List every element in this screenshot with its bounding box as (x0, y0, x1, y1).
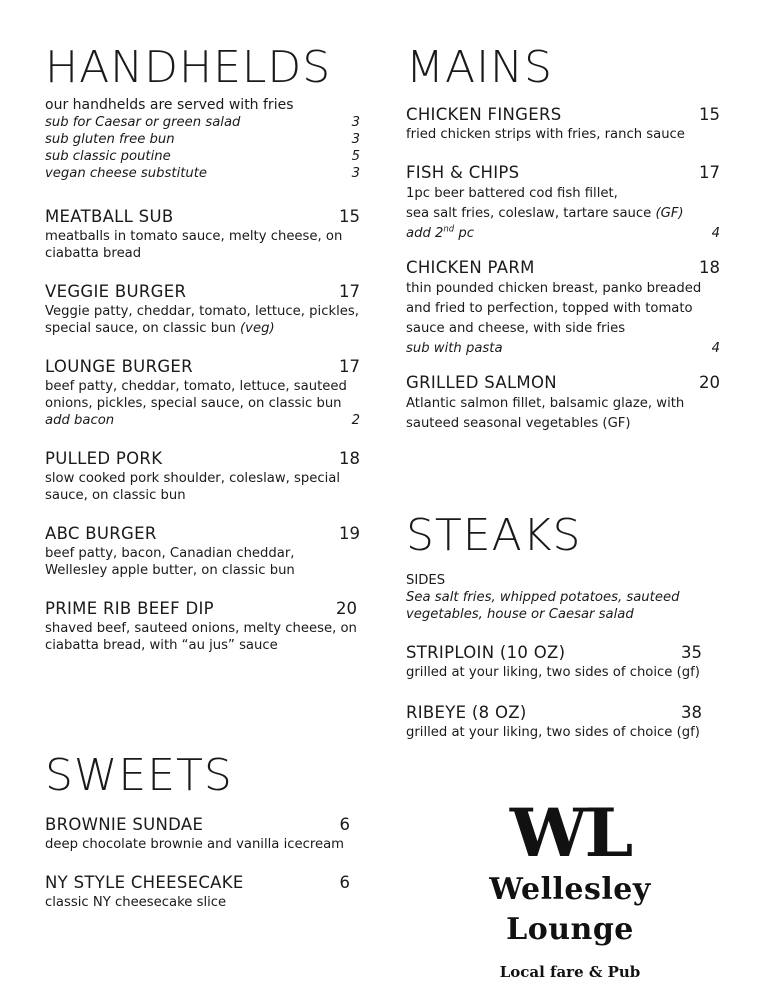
menu-item-abc-burger (45, 523, 360, 579)
addon-price: 4 (711, 341, 720, 356)
item-name: FISH & CHIPS (406, 163, 520, 182)
sub-option (45, 114, 360, 131)
sub-label: sub gluten free bun (45, 132, 175, 147)
item-description: Veggie patty, cheddar, tomato, lettuce, pickles, special sauce, on classic bun (veg) (45, 304, 359, 336)
menu-item-ribeye (406, 702, 720, 741)
item-price: 17 (339, 282, 360, 301)
logo-monogram: WL (509, 794, 631, 872)
item-name: PULLED PORK (45, 449, 163, 468)
item-price: 17 (699, 163, 720, 182)
item-price: 20 (699, 373, 720, 392)
item-price: 18 (339, 449, 360, 468)
addon-line (406, 224, 720, 244)
item-name: BROWNIE SUNDAE (45, 815, 204, 834)
sub-option (45, 131, 360, 148)
menu-item-chicken-parm (406, 257, 720, 359)
menu-item-ny-cheesecake (45, 872, 350, 911)
addon-price: 2 (351, 413, 360, 428)
item-price: 15 (339, 207, 360, 226)
sub-price: 3 (351, 132, 360, 147)
item-price: 6 (339, 815, 350, 834)
sub-option (45, 148, 360, 165)
menu-item-veggie-burger (45, 281, 360, 337)
menu-item-lounge-burger (45, 356, 360, 429)
item-description: thin pounded chicken breast, panko breaded and fried to perfection, topped with tomato sauce and cheese, with side fries (406, 281, 702, 336)
dietary-note: (GF) (655, 206, 684, 221)
item-description-line-2: sea salt fries, coleslaw, tartare sauce (GF) (406, 206, 684, 221)
item-name: MEATBALL SUB (45, 207, 174, 226)
addon-label: add bacon (45, 413, 115, 428)
item-price: 15 (699, 105, 720, 124)
addon-line (45, 412, 360, 429)
sides-label: SIDES (406, 573, 446, 588)
item-name: RIBEYE (8 OZ) (406, 703, 527, 722)
menu-item-striploin (406, 642, 720, 681)
sub-option (45, 165, 360, 182)
menu-item-pulled-pork (45, 448, 360, 504)
item-price: 6 (339, 873, 350, 892)
item-price: 19 (339, 524, 360, 543)
item-name: GRILLED SALMON (406, 373, 557, 392)
item-description: slow cooked pork shoulder, coleslaw, special sauce, on classic bun (45, 471, 341, 503)
item-description: beef patty, bacon, Canadian cheddar, Wellesley apple butter, on classic bun (45, 546, 295, 578)
steaks-section (406, 508, 720, 741)
item-price: 17 (339, 357, 360, 376)
menu-item-chicken-fingers (406, 104, 720, 143)
item-description: shaved beef, sauteed onions, melty cheese, on ciabatta bread, with “au jus” sauce (45, 621, 357, 653)
handhelds-section (45, 40, 360, 654)
menu-item-brownie-sundae (45, 814, 350, 853)
item-description: classic NY cheesecake slice (45, 895, 227, 910)
addon-label: sub with pasta (406, 341, 503, 356)
mains-heading: MAINS (406, 42, 553, 93)
menu-item-prime-rib-beef-dip (45, 598, 357, 654)
wellesley-lounge-logo (420, 794, 720, 982)
item-description: beef patty, cheddar, tomato, lettuce, sauteed onions, pickles, special sauce, on classic bun (45, 379, 347, 411)
item-name: CHICKEN FINGERS (406, 105, 562, 124)
sub-price: 3 (351, 166, 360, 181)
sub-label: vegan cheese substitute (45, 166, 208, 181)
item-price: 18 (699, 258, 720, 277)
item-name: VEGGIE BURGER (45, 282, 187, 301)
logo-tagline: Local fare & Pub (499, 963, 641, 981)
dietary-note: (veg) (240, 321, 275, 336)
item-description: fried chicken strips with fries, ranch sauce (406, 127, 685, 142)
handhelds-intro: our handhelds are served with fries (45, 97, 294, 113)
item-description: deep chocolate brownie and vanilla icecream (45, 837, 345, 852)
handhelds-heading: HANDHELDS (45, 42, 332, 93)
logo-name: Wellesley Lounge (489, 872, 651, 947)
menu-item-grilled-salmon (406, 372, 720, 434)
handhelds-subs (45, 114, 360, 182)
item-name: PRIME RIB BEEF DIP (45, 599, 214, 618)
sub-label: sub for Caesar or green salad (45, 115, 241, 130)
sub-price: 3 (351, 115, 360, 130)
addon-price: 4 (711, 226, 720, 241)
sweets-heading: SWEETS (45, 750, 233, 801)
item-description: Atlantic salmon fillet, balsamic glaze, with sauteed seasonal vegetables (GF) (406, 396, 685, 431)
menu-item-fish-and-chips (406, 162, 720, 244)
sweets-section (45, 748, 360, 911)
mains-section (406, 40, 720, 434)
item-price: 35 (681, 643, 702, 662)
item-name: STRIPLOIN (10 OZ) (406, 643, 566, 662)
menu-item-meatball-sub (45, 206, 360, 262)
item-description: meatballs in tomato sauce, melty cheese, on ciabatta bread (45, 229, 343, 261)
item-name: NY STYLE CHEESECAKE (45, 873, 244, 892)
steaks-heading: STEAKS (406, 510, 582, 561)
item-description: grilled at your liking, two sides of choice (gf) (406, 665, 700, 680)
item-description-line-1: 1pc beer battered cod fish fillet, (406, 186, 618, 201)
item-name: CHICKEN PARM (406, 258, 535, 277)
addon-label: add 2nd pc (406, 224, 475, 241)
addon-line (406, 339, 720, 359)
sub-label: sub classic poutine (45, 149, 171, 164)
sides-description: Sea salt fries, whipped potatoes, sauteed vegetables, house or Caesar salad (406, 590, 680, 622)
item-name: ABC BURGER (45, 524, 157, 543)
sub-price: 5 (351, 149, 360, 164)
item-description: grilled at your liking, two sides of choice (gf) (406, 725, 700, 740)
item-price: 38 (681, 703, 702, 722)
item-name: LOUNGE BURGER (45, 357, 193, 376)
item-price: 20 (336, 599, 357, 618)
